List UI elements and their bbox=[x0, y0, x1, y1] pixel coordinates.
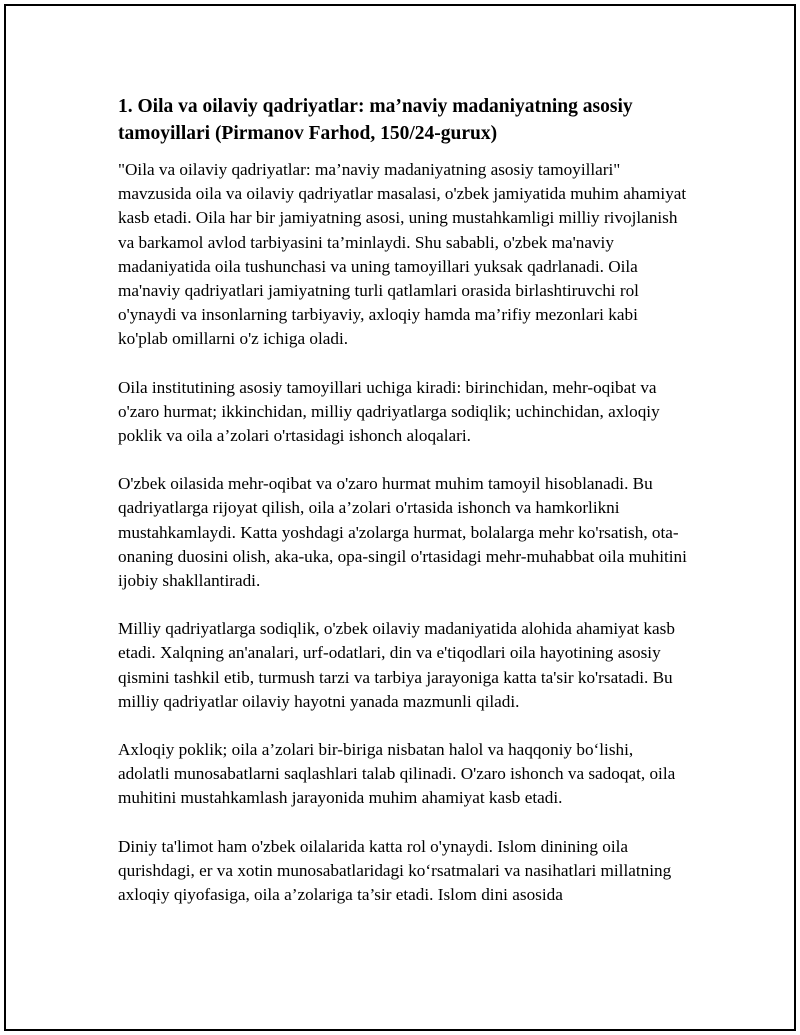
document-body bbox=[118, 93, 688, 907]
paragraph-respect: O'zbek oilasida mehr-oqibat va o'zaro hurmat muhim tamoyil hisoblanadi. Bu qadriyatlarga rijoyat qilish, oila a’zolari o'rtasida ishonch va hamkorlikni mustahkamlaydi. Katta yoshdagi a'zolarga hurmat, bolalarga mehr ko'rsatish, ota-onaning duosini olish, aka-uka, opa-singil o'rtasidagi mehr-muhabbat oila muhitini ijobiy shakllantiradi. bbox=[118, 474, 687, 591]
paragraph-religion: Diniy ta'limot ham o'zbek oilalarida katta rol o'ynaydi. Islom dinining oila qurishdagi, er va xotin munosabatlaridagi ko‘rsatmalari va nasihatlari millatning axloqiy qiyofasiga, oila a’zolariga ta’sir etadi. Islom dini asosida bbox=[118, 836, 672, 905]
paragraph-principles: Oila institutining asosiy tamoyillari uchiga kiradi: birinchidan, mehr-oqibat va o'zaro hurmat; ikkinchidan, milliy qadriyatlarga sodiqlik; uchinchidan, axloqiy poklik va oila a’zolari o'rtasidagi ishonch aloqalari. bbox=[118, 377, 660, 446]
paragraph-intro: "Oila va oilaviy qadriyatlar: ma’naviy madaniyatning asosiy tamoyillari" mavzusida oila va oilaviy qadriyatlar masalasi, o'zbek jamiyatida muhim ahamiyat kasb etadi. Oila har bir jamiyatning asosi, uning mustahkamligi milliy rivojlanish va barkamol avlod tarbiyasini ta’minlaydi. Shu sababli, o'zbek ma'naviy madaniyatida oila tushunchasi va uning tamoyillari yuksak qadrlanadi. Oila ma'naviy qadriyatlari jamiyatning turli qatlamlari orasida birlashtiruvchi rol o'ynaydi va insonlarning tarbiyaviy, axloqiy hamda ma’rifiy mezonlari kabi ko'plab omillarni o'z ichiga oladi. bbox=[118, 160, 687, 349]
document-heading: 1. Oila va oilaviy qadriyatlar: ma’naviy madaniyatning asosiy tamoyillari (Pirmanov Farhod, 150/24-gurux) bbox=[118, 96, 633, 144]
paragraph-national-values: Milliy qadriyatlarga sodiqlik, o'zbek oilaviy madaniyatida alohida ahamiyat kasb etadi. Xalqning an'analari, urf-odatlari, din va e'tiqodlari oila hayotining asosiy qismini tashkil etib, turmush tarzi va tarbiya jarayoniga katta ta'sir ko'rsatadi. Bu milliy qadriyatlar oilaviy hayotni yanada mazmunli qiladi. bbox=[118, 619, 675, 711]
paragraph-moral-purity: Axloqiy poklik; oila a’zolari bir-biriga nisbatan halol va haqqoniy bo‘lishi, adolatli munosabatlarni saqlashlari talab qilinadi. O'zaro ishonch va sadoqat, oila muhitini mustahkamlash jarayonida muhim ahamiyat kasb etadi. bbox=[118, 740, 676, 808]
